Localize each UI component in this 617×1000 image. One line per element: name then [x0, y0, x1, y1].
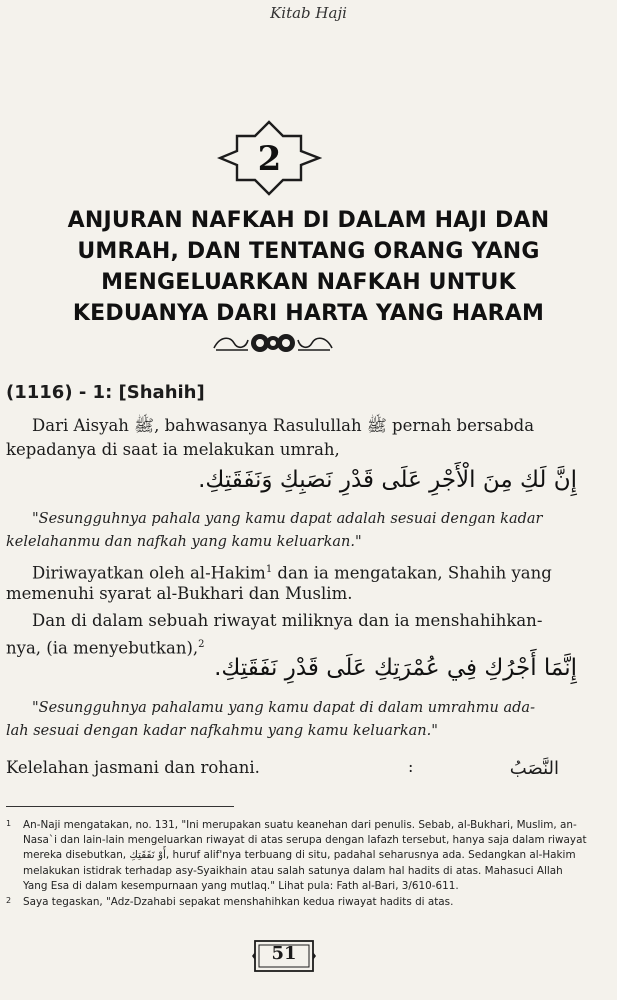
riwayat-text: nya, (ia menyebutkan), — [6, 638, 199, 658]
chapter-number-badge — [217, 120, 322, 196]
arabic-hadith-text: إِنَّ لَكِ مِنَ الْأَجْرِ عَلَى قَدْرِ نَصَبِكِ وَنَفَقَتِكِ. — [198, 467, 577, 493]
hadith-translation-line: "Sesungguhnya pahalamu yang kamu dapat di dalam umrahmu ada- — [32, 700, 535, 716]
footnote-line: mereka disebutkan, أَوْ نَفَقَتِكِ, huruf alif'nya terbuang di situ, padahal seharusnya ada. Sedangkan al-Hakim — [23, 849, 576, 862]
chapter-title-line: UMRAH, DAN TENTANG ORANG YANG — [77, 239, 540, 264]
footnote-2 — [6, 895, 601, 910]
footnote-line: Yang Esa di dalam kesempurnaan yang mutlaq." Lihat pula: Fath al-Bari, 3/610-611. — [23, 879, 459, 892]
hadith-number: (1116) - 1: [Shahih] — [6, 382, 205, 403]
narration-line: memenuhi syarat al-Bukhari dan Muslim. — [6, 584, 353, 603]
footnote-ref: 1 — [265, 564, 273, 575]
footnote-1 — [6, 818, 601, 894]
glossary-term: النَّصَبُ — [509, 758, 559, 779]
arabic-hadith-text: إِنَّمَا أَجْرُكِ فِي عُمْرَتِكِ عَلَى قَدْرِ نَفَقَتِكِ. — [214, 655, 577, 681]
chapter-number: 2 — [257, 139, 282, 179]
running-head: Kitab Haji — [270, 4, 347, 22]
hadith-intro-line: kepadanya di saat ia melakukan umrah, — [6, 440, 340, 459]
riwayat-line: Dan di dalam sebuah riwayat miliknya dan ia menshahihkan- — [32, 611, 543, 630]
footnote-line: Nasa`i dan lain-lain mengeluarkan riwayat di atas serupa dengan lafazh tersebut, hanya saja dalam riwayat — [23, 834, 587, 847]
footnote-line: melakukan istidrak terhadap asy-Syaikhain atau salah satunya dalam hal hadits di atas. Mahasuci Allah — [23, 864, 563, 877]
glossary-separator: : — [408, 757, 414, 776]
chapter-title-line: KEDUANYA DARI HARTA YANG HARAM — [72, 301, 545, 326]
footnote-ref: 2 — [198, 639, 205, 650]
hadith-translation-line: lah sesuai dengan kadar nafkahmu yang kamu keluarkan." — [6, 723, 438, 739]
hadith-translation-line: "Sesungguhnya pahala yang kamu dapat adalah sesuai dengan kadar — [32, 511, 543, 527]
page-number: 51 — [271, 943, 297, 964]
hadith-translation-line: kelelahanmu dan nafkah yang kamu keluarkan." — [6, 534, 362, 550]
narration-text: dan ia mengatakan, Shahih yang — [272, 563, 552, 583]
chapter-title — [20, 205, 597, 329]
narration-text: Diriwayatkan oleh al-Hakim — [32, 563, 266, 583]
glossary-definition: Kelelahan jasmani dan rohani. — [6, 758, 260, 777]
chapter-title-line: ANJURAN NAFKAH DI DALAM HAJI DAN — [67, 208, 550, 233]
footnote-line: Saya tegaskan, "Adz-Dzahabi sepakat menshahihkan kedua riwayat hadits di atas. — [23, 896, 454, 908]
footnote-line: An-Naji mengatakan, no. 131, "Ini merupakan suatu keanehan dari penulis. Sebab, al-Bukhari, Muslim, an- — [23, 819, 577, 831]
footnote-divider — [6, 806, 234, 807]
chapter-title-line: MENGELUARKAN NAFKAH UNTUK — [101, 270, 516, 295]
divider-ornament — [212, 330, 334, 356]
footnote-mark: 2 — [6, 896, 12, 905]
hadith-intro-line: Dari Aisyah ﷺ, bahwasanya Rasulullah ﷺ pernah bersabda — [32, 416, 535, 435]
riwayat-line — [6, 633, 205, 661]
footnote-mark: 1 — [6, 819, 12, 828]
